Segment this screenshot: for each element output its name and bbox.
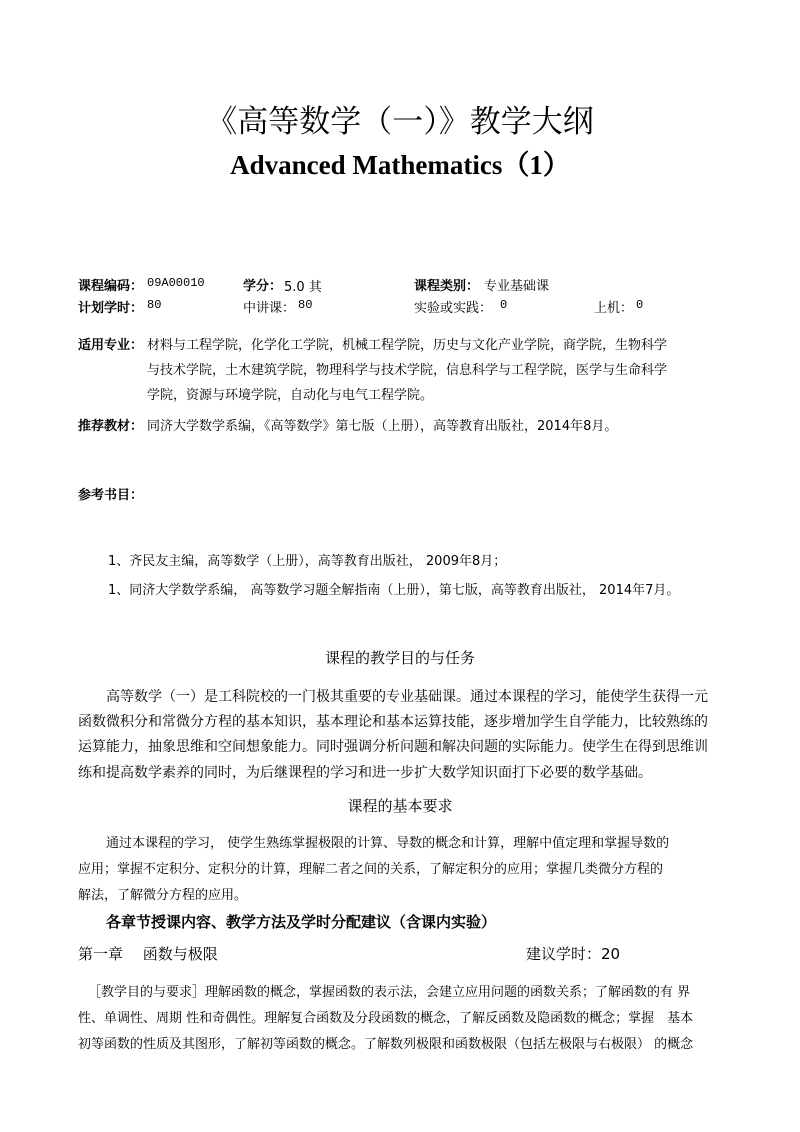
lecture-hours-label: 中讲课： [243,301,296,316]
chapter-hours: 建议学时：20 [526,945,621,963]
section-heading-requirements: 课程的基本要求 [347,797,453,815]
majors-line: 材料与工程学院，化学化工学院，机械工程学院，历史与文化产业学院，商学院，生物科学 [147,338,668,353]
paragraph-line: 练和提高数学素养的同时，为后继课程的学习和进一步扩大数学知识面打下必要的数学基础。 [78,765,652,781]
paragraph-line: 应用；掌握不定积分、定积分的计算，理解二者之间的关系，了解定积分的应用；掌握几类微分方程的 [78,862,664,877]
computer-hours-value: 0 [636,298,644,312]
lab-hours-value: 0 [500,298,508,312]
majors-label: 适用专业： [78,338,144,353]
section-heading-content: 各章节授课内容、教学方法及学时分配建议（含课内实验） [106,913,497,931]
lecture-hours-value: 80 [298,298,313,312]
chapter-title: 第一章 函数与极限 [78,945,218,963]
document-title-cn: 《高等数学（一）》教学大纲 [206,104,594,140]
majors-line: 学院，资源与环境学院，自动化与电气工程学院。 [147,388,434,403]
reference-item: 1、同济大学数学系编， 高等数学习题全解指南（上册），第七版，高等教育出版社， 2014年7月。 [108,583,680,598]
paragraph-line: 函数微积分和常微分方程的基本知识，基本理论和基本运算技能，逐步增加学生自学能力，比较熟练的 [78,714,708,730]
chapter-text-line: 性、单调性、周期 性和奇偶性。理解复合函数及分段函数的概念，了解反函数及隐函数的概念；掌握 基本 [78,1011,694,1026]
lab-hours-label: 实验或实践： [414,301,493,316]
course-code-value: 09A00010 [147,276,205,290]
planned-hours-value: 80 [147,298,162,312]
paragraph-line: 解法，了解微分方程的应用。 [78,888,248,903]
section-heading-purpose: 课程的教学目的与任务 [324,649,475,667]
references-label: 参考书目： [78,488,144,503]
course-category-label: 课程类别： [414,279,480,294]
paragraph-line: 运算能力，抽象思维和空间想象能力。同时强调分析问题和解决问题的实际能力。使学生在得到思维训 [78,739,708,755]
planned-hours-label: 计划学时： [78,301,144,316]
paragraph-line: 通过本课程的学习， 使学生熟练掌握极限的计算、导数的概念和计算，理解中值定理和掌握导数的 [106,836,670,851]
textbook-value: 同济大学数学系编，《高等数学》第七版（上册），高等教育出版社，2014年8月。 [147,419,618,434]
course-category-value: 专业基础课 [484,279,550,294]
credit-value: 5.0 其 [284,280,322,295]
course-code-label: 课程编码： [78,279,144,294]
textbook-label: 推荐教材： [78,419,144,434]
chapter-text-line: ［教学目的与要求］理解函数的概念，掌握函数的表示法，会建立应用问题的函数关系；了解函数的有 界 [88,985,691,1000]
credit-label: 学分： [243,279,283,294]
reference-item: 1、齐民友主编，高等数学（上册），高等教育出版社， 2009年8月； [108,554,507,569]
chapter-text-line: 初等函数的性质及其图形，了解初等函数的概念。了解数列极限和函数极限（包括左极限与右极限） 的概念 [78,1037,694,1052]
computer-hours-label: 上机： [594,301,634,316]
paragraph-line: 高等数学（一）是工科院校的一门极其重要的专业基础课。通过本课程的学习，能使学生获得一元 [106,689,708,705]
document-title-en: Advanced Mathematics（1） [230,150,570,180]
majors-line: 与技术学院，土木建筑学院，物理科学与技术学院，信息科学与工程学院，医学与生命科学 [147,363,668,378]
